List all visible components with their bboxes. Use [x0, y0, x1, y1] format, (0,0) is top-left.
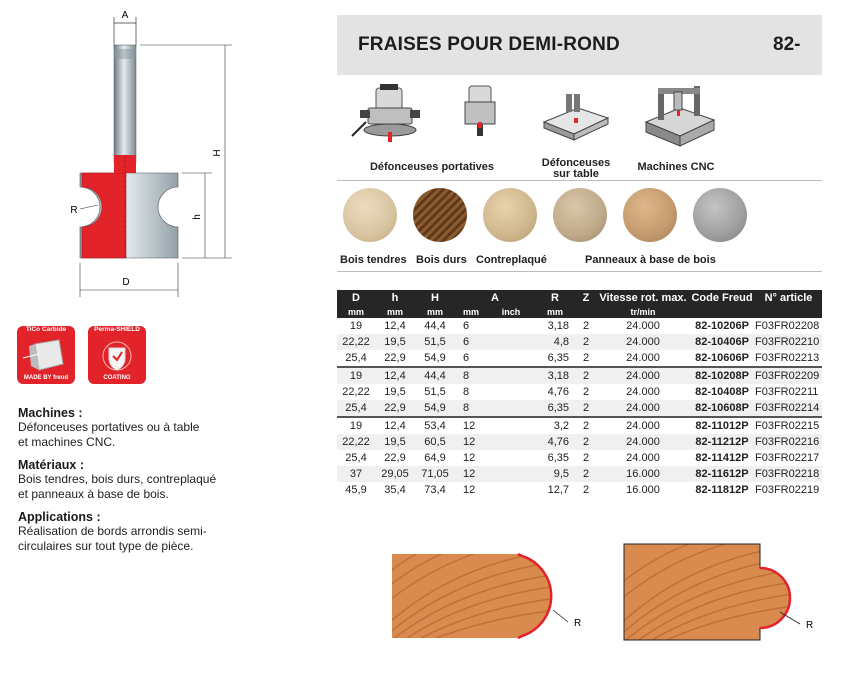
cell-article: F03FR02218	[755, 466, 822, 482]
cell-h: 22,9	[384, 352, 406, 364]
cell-speed: 24.000	[626, 320, 660, 332]
profile-left-illustration	[388, 548, 603, 643]
cell-code: 82-11612P	[689, 466, 755, 482]
cell-hh: 51,5	[415, 334, 455, 350]
cell-h: 12,4	[375, 417, 415, 434]
spec-table	[337, 290, 822, 498]
cell-r: 6,35	[547, 352, 569, 364]
cell-a: 8	[455, 367, 487, 384]
router-table-icon	[540, 88, 612, 148]
cell-speed: 24.000	[626, 452, 660, 464]
dim-a-label: A	[121, 10, 129, 21]
applications-text-2: circulaires sur tout type de pièce.	[18, 539, 194, 553]
machine-label-table: Défonceuses sur table	[541, 157, 611, 180]
handheld-router-icon	[350, 82, 430, 154]
cell-hh: 64,9	[424, 452, 446, 464]
col-header-a: A	[455, 290, 535, 306]
dim-h-upper-label: H	[212, 149, 223, 157]
materials-title: Matériaux :	[18, 458, 84, 472]
cell-z: 2	[582, 484, 590, 496]
machine-label-cnc: Machines CNC	[637, 161, 715, 173]
cell-d: 25,4	[337, 400, 375, 417]
cell-d: 25,4	[345, 352, 367, 364]
cell-r: 12,7	[547, 484, 569, 496]
cell-d: 25,4	[345, 452, 367, 464]
cell-z: 2	[575, 434, 597, 450]
cell-a: 6	[455, 334, 487, 350]
table-row	[337, 450, 822, 466]
cell-code: 82-10606P	[695, 352, 749, 364]
cell-inch	[487, 482, 535, 498]
unit-article	[755, 306, 822, 318]
cell-inch	[487, 434, 535, 450]
profile-right-r-label: R	[806, 620, 814, 631]
cell-code: 82-11012P	[689, 417, 755, 434]
cell-a: 12	[463, 484, 476, 496]
cell-r: 4,8	[535, 334, 575, 350]
cell-article: F03FR02213	[755, 352, 820, 364]
dim-d-label: D	[122, 277, 130, 288]
swatch-bois-durs	[413, 188, 467, 242]
cell-speed: 16.000	[626, 484, 660, 496]
material-label-bois-tendres: Bois tendres	[340, 254, 407, 266]
cell-speed: 24.000	[626, 352, 660, 364]
col-header-d: D	[337, 290, 375, 306]
perma-shield-top-text: Perma-SHIELD	[94, 326, 140, 333]
cell-article: F03FR02210	[755, 334, 822, 350]
machines-title: Machines :	[18, 406, 83, 420]
cell-speed: 24.000	[597, 334, 689, 350]
col-header-h: h	[375, 290, 415, 306]
cell-d: 45,9	[345, 484, 367, 496]
swatch-contreplaque	[483, 188, 537, 242]
cell-r: 6,35	[547, 452, 569, 464]
cell-z: 2	[575, 367, 597, 384]
cell-a: 12	[463, 452, 476, 464]
table-row	[337, 434, 822, 450]
profile-left-r-label: R	[574, 618, 582, 629]
cell-speed: 24.000	[597, 400, 689, 417]
col-header-r: R	[535, 290, 575, 306]
router-bit-diagram	[50, 5, 250, 300]
cell-hh: 71,05	[415, 466, 455, 482]
cell-h: 19,5	[384, 386, 406, 398]
tico-carbide-bottom-text: MADE BY freud	[23, 375, 69, 381]
cell-d: 22,22	[337, 334, 375, 350]
cell-a: 8	[463, 386, 470, 398]
cell-h: 19,5	[375, 334, 415, 350]
swatch-panneau-2	[623, 188, 677, 242]
table-row	[337, 318, 822, 334]
materials-text-2: et panneaux à base de bois.	[18, 487, 169, 501]
cell-speed: 24.000	[597, 417, 689, 434]
swatch-panneau-1	[553, 188, 607, 242]
cell-code: 82-10608P	[689, 400, 755, 417]
swatch-bois-tendres	[343, 188, 397, 242]
material-label-panneaux: Panneaux à base de bois	[585, 254, 716, 266]
unit-hh: mm	[415, 306, 455, 318]
machines-text-1: Défonceuses portatives ou à table	[18, 420, 200, 434]
cnc-machine-icon	[640, 82, 718, 150]
cell-inch	[487, 318, 535, 334]
cell-d: 19	[349, 320, 363, 332]
unit-a-mm: mm	[455, 306, 487, 318]
unit-d: mm	[337, 306, 375, 318]
cell-a: 8	[455, 400, 487, 417]
cell-article: F03FR02214	[755, 400, 822, 417]
col-header-article: N° article	[755, 290, 822, 306]
cell-article: F03FR02208	[755, 320, 820, 332]
cell-inch	[487, 367, 535, 384]
cell-r: 4,76	[547, 386, 569, 398]
dim-h-lower-label: h	[192, 214, 203, 220]
cell-hh: 53,4	[415, 417, 455, 434]
cell-inch	[487, 466, 535, 482]
table-row	[337, 482, 822, 498]
cell-code: 82-11212P	[689, 434, 755, 450]
material-label-bois-durs: Bois durs	[416, 254, 467, 266]
cell-article: F03FR02209	[755, 367, 822, 384]
swatch-panneau-3	[693, 188, 747, 242]
cell-d: 22,22	[337, 434, 375, 450]
profile-right-illustration	[620, 540, 835, 645]
cell-inch	[487, 417, 535, 434]
col-header-hh: H	[415, 290, 455, 306]
cell-r: 3,18	[535, 367, 575, 384]
applications-text-1: Réalisation de bords arrondis semi-	[18, 524, 207, 538]
cell-hh: 44,4	[424, 320, 446, 332]
table-row	[337, 466, 822, 482]
divider-1	[337, 180, 822, 181]
cell-h: 22,9	[375, 400, 415, 417]
cell-inch	[487, 334, 535, 350]
cell-z: 2	[575, 417, 597, 434]
cell-r: 6,35	[535, 400, 575, 417]
table-header-row	[337, 290, 822, 306]
cell-h: 12,4	[375, 367, 415, 384]
cell-a: 12	[455, 466, 487, 482]
unit-a-inch: inch	[487, 306, 535, 318]
cell-article: F03FR02216	[755, 434, 822, 450]
cell-h: 35,4	[384, 484, 406, 496]
cell-code: 82-10406P	[689, 334, 755, 350]
unit-speed: tr/min	[597, 306, 689, 318]
cell-z: 2	[582, 386, 590, 398]
cell-r: 9,5	[535, 466, 575, 482]
cell-code: 82-11412P	[695, 452, 749, 464]
unit-code	[689, 306, 755, 318]
cell-inch	[487, 350, 535, 367]
cell-inch	[487, 400, 535, 417]
col-header-speed: Vitesse rot. max.	[597, 290, 689, 306]
cell-code: 82-10206P	[695, 320, 749, 332]
page-number: 82-	[773, 34, 801, 55]
cell-a: 6	[463, 320, 470, 332]
cell-speed: 24.000	[597, 367, 689, 384]
cell-z: 2	[575, 400, 597, 417]
tico-carbide-top-text: TiCo Carbide	[25, 326, 67, 333]
table-row	[337, 367, 822, 384]
page-title: FRAISES POUR DEMI-ROND	[358, 34, 620, 55]
table-row	[337, 384, 822, 400]
cell-a: 12	[455, 434, 487, 450]
cell-code: 82-10408P	[695, 386, 749, 398]
cell-hh: 51,5	[424, 386, 446, 398]
cell-inch	[487, 384, 535, 400]
cell-hh: 44,4	[415, 367, 455, 384]
cell-h: 12,4	[384, 320, 406, 332]
cell-a: 6	[463, 352, 470, 364]
cell-h: 29,05	[375, 466, 415, 482]
cell-article: F03FR02215	[755, 417, 822, 434]
machine-label-portatives: Défonceuses portatives	[369, 161, 495, 173]
unit-z	[575, 306, 597, 318]
cell-d: 37	[337, 466, 375, 482]
cell-speed: 24.000	[597, 434, 689, 450]
machines-text-2: et machines CNC.	[18, 435, 116, 449]
cell-r: 4,76	[535, 434, 575, 450]
cell-h: 22,9	[384, 452, 406, 464]
unit-h: mm	[375, 306, 415, 318]
table-row	[337, 334, 822, 350]
col-header-code: Code Freud	[689, 290, 755, 306]
cell-z: 2	[582, 320, 590, 332]
cell-hh: 73,4	[424, 484, 446, 496]
materials-text-1: Bois tendres, bois durs, contreplaqué	[18, 472, 217, 486]
cell-speed: 24.000	[626, 386, 660, 398]
router-table-icon-small	[455, 82, 505, 142]
table-units-row	[337, 306, 822, 318]
unit-r: mm	[535, 306, 575, 318]
cell-inch	[487, 450, 535, 466]
table-row	[337, 350, 822, 367]
cell-z: 2	[582, 452, 590, 464]
cell-d: 22,22	[342, 386, 370, 398]
cell-h: 19,5	[375, 434, 415, 450]
cell-r: 3,18	[547, 320, 569, 332]
cell-speed: 16.000	[597, 466, 689, 482]
cell-z: 2	[582, 352, 590, 364]
perma-shield-bottom-text: COATING	[103, 375, 131, 381]
col-header-z: Z	[575, 290, 597, 306]
cell-r: 3,2	[535, 417, 575, 434]
cell-code: 82-11812P	[695, 484, 749, 496]
cell-hh: 54,9	[424, 352, 446, 364]
cell-article: F03FR02217	[755, 452, 820, 464]
material-label-contreplaque: Contreplaqué	[476, 254, 547, 266]
cell-hh: 54,9	[415, 400, 455, 417]
cell-z: 2	[575, 466, 597, 482]
dim-r-label: R	[70, 205, 78, 216]
cell-hh: 60,5	[415, 434, 455, 450]
cell-d: 19	[337, 367, 375, 384]
cell-article: F03FR02219	[755, 484, 820, 496]
cell-a: 12	[455, 417, 487, 434]
cell-z: 2	[575, 334, 597, 350]
divider-2	[337, 271, 822, 272]
applications-title: Applications :	[18, 510, 101, 524]
table-row	[337, 417, 822, 434]
cell-code: 82-10208P	[689, 367, 755, 384]
table-row	[337, 400, 822, 417]
cell-article: F03FR02211	[755, 386, 819, 398]
cell-d: 19	[337, 417, 375, 434]
